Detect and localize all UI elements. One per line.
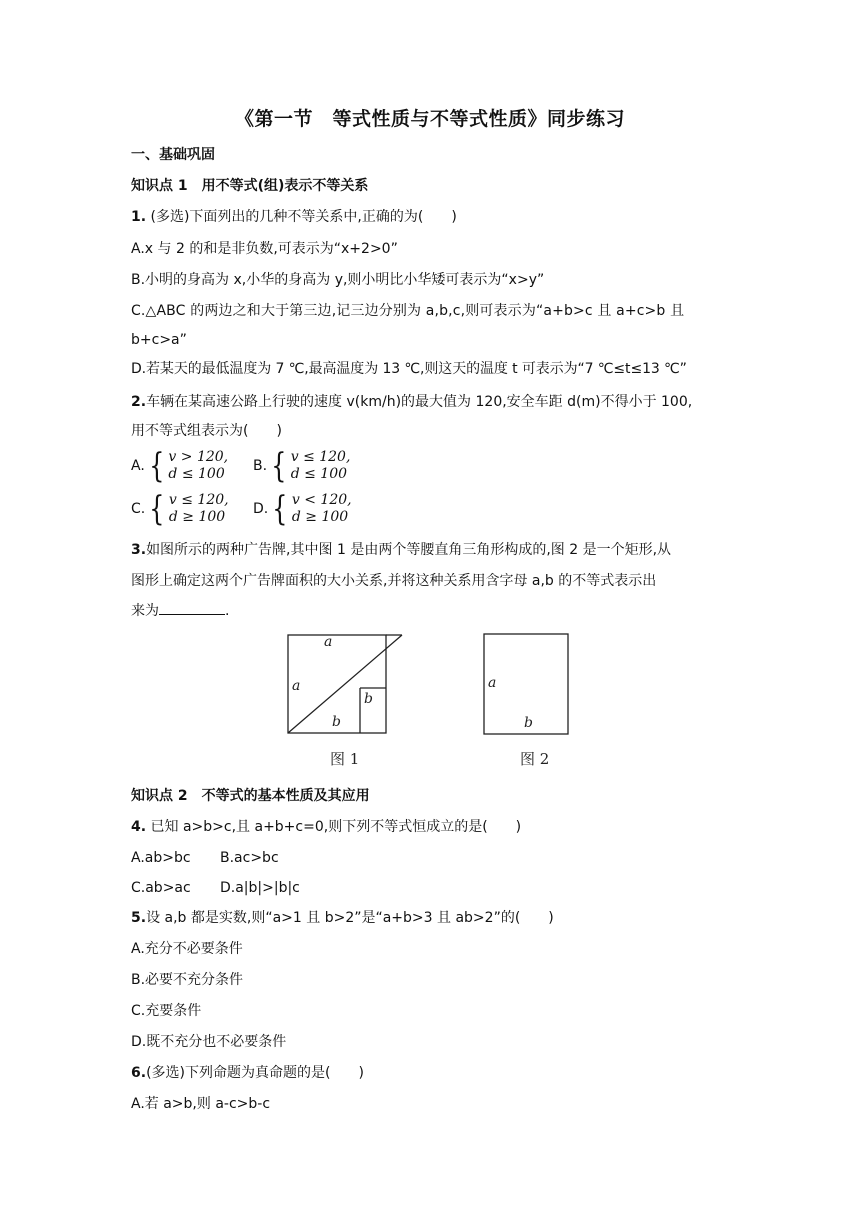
question-3-stem-line2: 图形上确定这两个广告牌面积的大小关系,并将这种关系用含字母 a,b 的不等式表示出 bbox=[131, 573, 657, 589]
q4-option-b: B.ac>bc bbox=[220, 850, 279, 866]
inequality-system bbox=[168, 449, 228, 483]
question-number: 4. bbox=[131, 819, 147, 835]
question-text: 已知 a>b>c,且 a+b+c=0,则下列不等式恒成立的是( ) bbox=[146, 819, 522, 835]
question-number: 2. bbox=[131, 394, 147, 410]
brace: { bbox=[272, 489, 288, 529]
question-text: 车辆在某高速公路上行驶的速度 v(km/h)的最大值为 120,安全车距 d(m)不得小于 100, bbox=[146, 394, 693, 410]
diagonal-line bbox=[288, 635, 402, 733]
figure-2 bbox=[476, 630, 586, 770]
q1-option-a: A.x 与 2 的和是非负数,可表示为“x+2>0” bbox=[131, 241, 398, 257]
brace: { bbox=[149, 446, 165, 486]
inequality-row: v < 120, bbox=[291, 492, 352, 508]
inequality-row: d ≥ 100 bbox=[168, 509, 226, 525]
option-label: C. bbox=[131, 501, 146, 517]
question-3-stem-line1 bbox=[131, 540, 731, 560]
inequality-row: v > 120, bbox=[168, 449, 229, 465]
answer-blank bbox=[159, 600, 225, 615]
label-bottom: b bbox=[332, 714, 341, 730]
brace: { bbox=[271, 446, 287, 486]
figure-1 bbox=[280, 630, 420, 770]
option-label: B. bbox=[253, 458, 268, 474]
inequality-system bbox=[291, 449, 351, 483]
question-text: 来为 bbox=[131, 603, 159, 619]
knowledge-point-2: 知识点 2 不等式的基本性质及其应用 bbox=[131, 788, 370, 804]
question-text: . bbox=[225, 603, 230, 619]
figure-1-caption: 图 1 bbox=[330, 750, 360, 768]
question-text: 设 a,b 都是实数,则“a>1 且 b>2”是“a+b>3 且 ab>2”的( ) bbox=[146, 910, 554, 926]
figure-2-caption: 图 2 bbox=[520, 750, 550, 768]
q4-option-a: A.ab>bc bbox=[131, 850, 191, 866]
question-text: (多选)下列命题为真命题的是( ) bbox=[146, 1065, 364, 1081]
label-bottom: b bbox=[524, 715, 533, 731]
question-2-stem-line1 bbox=[131, 392, 731, 412]
label-left: a bbox=[488, 675, 497, 691]
question-text: (多选)下面列出的几种不等关系中,正确的为( ) bbox=[146, 209, 457, 225]
q4-option-d: D.a|b|>|b|c bbox=[220, 880, 300, 896]
q1-option-d: D.若某天的最低温度为 7 ℃,最高温度为 13 ℃,则这天的温度 t 可表示为“7 ℃≤t≤13 ℃” bbox=[131, 361, 687, 377]
page-title: 《第一节 等式性质与不等式性质》同步练习 bbox=[234, 108, 625, 130]
question-1-stem bbox=[131, 207, 731, 227]
question-2-stem-line2: 用不等式组表示为( ) bbox=[131, 423, 282, 439]
inequality-row: v ≤ 120, bbox=[290, 449, 351, 465]
question-5-stem bbox=[131, 908, 731, 928]
inequality-system bbox=[169, 492, 229, 526]
question-number: 3. bbox=[131, 542, 147, 558]
brace: { bbox=[149, 489, 165, 529]
inequality-row: d ≤ 100 bbox=[290, 466, 348, 482]
q1-option-b: B.小明的身高为 x,小华的身高为 y,则小明比小华矮可表示为“x>y” bbox=[131, 272, 545, 288]
question-3-stem-line3 bbox=[131, 600, 731, 621]
q1-option-c-line1: C.△ABC 的两边之和大于第三边,记三边分别为 a,b,c,则可表示为“a+b>c 且 a+c>b 且 bbox=[131, 303, 685, 319]
question-number: 6. bbox=[131, 1065, 147, 1081]
knowledge-point-1: 知识点 1 用不等式(组)表示不等关系 bbox=[131, 178, 369, 194]
option-label: A. bbox=[131, 458, 145, 474]
q5-option-b: B.必要不充分条件 bbox=[131, 972, 244, 988]
section-heading: 一、基础巩固 bbox=[131, 147, 215, 163]
q5-option-c: C.充要条件 bbox=[131, 1003, 202, 1019]
q1-option-c-line2: b+c>a” bbox=[131, 332, 187, 348]
q5-option-d: D.既不充分也不必要条件 bbox=[131, 1034, 287, 1050]
question-6-stem bbox=[131, 1063, 731, 1083]
q4-option-c: C.ab>ac bbox=[131, 880, 191, 896]
question-4-stem bbox=[131, 817, 731, 837]
label-right: b bbox=[364, 691, 373, 707]
inequality-system bbox=[292, 492, 352, 526]
q2-option-d bbox=[253, 489, 352, 529]
question-text: 如图所示的两种广告牌,其中图 1 是由两个等腰直角三角形构成的,图 2 是一个矩形,从 bbox=[146, 542, 672, 558]
inequality-row: v ≤ 120, bbox=[168, 492, 229, 508]
q2-option-a bbox=[131, 446, 229, 486]
q6-option-a: A.若 a>b,则 a-c>b-c bbox=[131, 1096, 271, 1112]
q2-option-b bbox=[253, 446, 351, 486]
label-left: a bbox=[292, 678, 301, 694]
option-label: D. bbox=[253, 501, 269, 517]
label-top: a bbox=[324, 634, 333, 650]
inequality-row: d ≤ 100 bbox=[168, 466, 225, 482]
q5-option-a: A.充分不必要条件 bbox=[131, 941, 243, 957]
question-number: 1. bbox=[131, 209, 147, 225]
question-number: 5. bbox=[131, 910, 147, 926]
inequality-row: d ≥ 100 bbox=[291, 509, 349, 525]
q2-option-c bbox=[131, 489, 229, 529]
